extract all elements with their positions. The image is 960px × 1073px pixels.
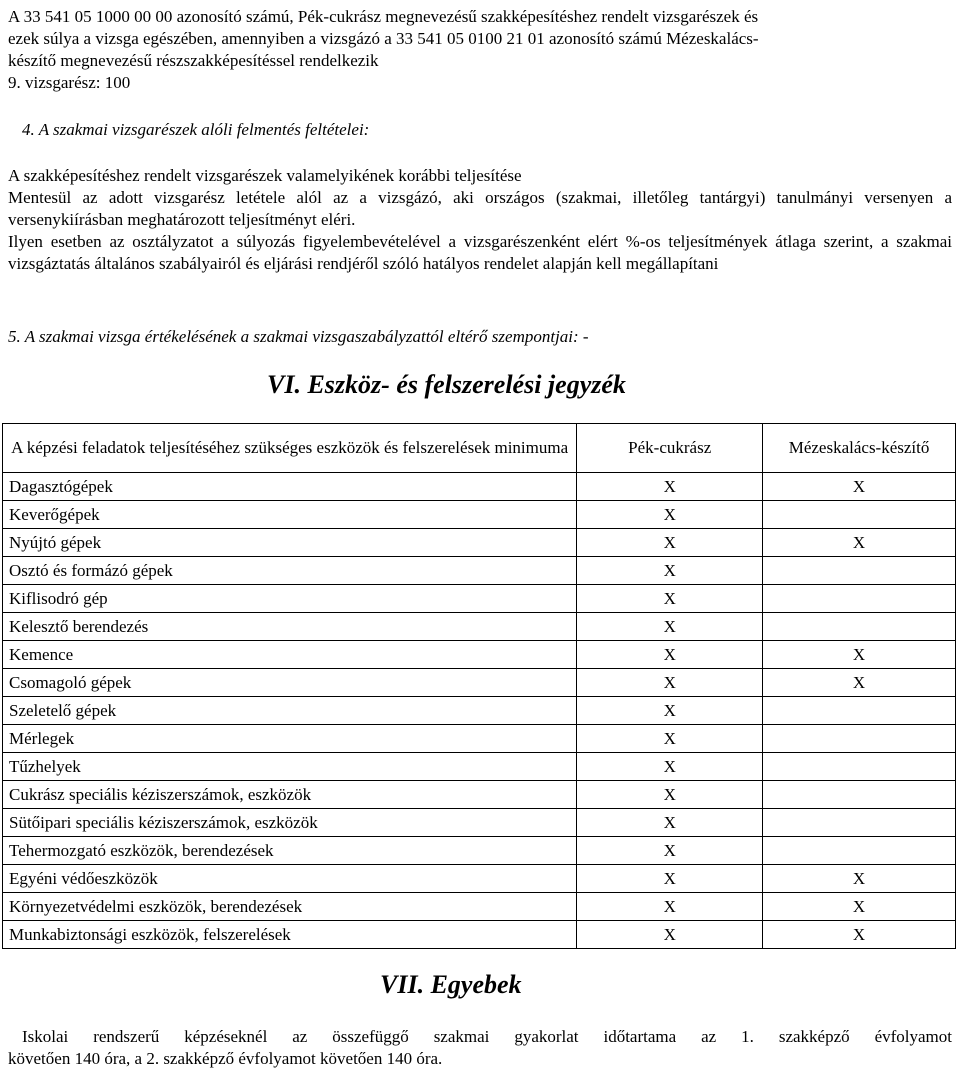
pek-cukrasz-mark: X: [577, 809, 763, 837]
equipment-name: Munkabiztonsági eszközök, felszerelések: [3, 921, 577, 949]
equipment-table-body: [3, 473, 956, 949]
pek-cukrasz-mark: X: [577, 921, 763, 949]
equipment-name: Cukrász speciális kéziszerszámok, eszközök: [3, 781, 577, 809]
pek-cukrasz-mark: X: [577, 669, 763, 697]
pek-cukrasz-mark: X: [577, 697, 763, 725]
table-row: [3, 809, 956, 837]
header-mezeskalacs: Mézeskalács-készítő: [763, 424, 956, 473]
table-row: [3, 669, 956, 697]
pek-cukrasz-mark: X: [577, 557, 763, 585]
equipment-name: Dagasztógépek: [3, 473, 577, 501]
section-5-heading: 5. A szakmai vizsga értékelésének a szakmai vizsgaszabályzattól eltérő szempontjai: -: [8, 327, 589, 346]
equipment-name: Egyéni védőeszközök: [3, 865, 577, 893]
equipment-name: Mérlegek: [3, 725, 577, 753]
mezeskalacs-mark: X: [763, 865, 956, 893]
header-equipment: A képzési feladatok teljesítéséhez szükséges eszközök és felszerelések minimuma: [3, 424, 577, 473]
intro-line-1: A 33 541 05 1000 00 00 azonosító számú, Pék-cukrász megnevezésű szakképesítéshez rendelt vizsgarészek és: [8, 7, 759, 26]
pek-cukrasz-mark: X: [577, 585, 763, 613]
section-7-title: VII. Egyebek: [380, 970, 522, 999]
mezeskalacs-mark: [763, 557, 956, 585]
mezeskalacs-mark: [763, 725, 956, 753]
mezeskalacs-mark: [763, 781, 956, 809]
mezeskalacs-mark: [763, 697, 956, 725]
pek-cukrasz-mark: X: [577, 893, 763, 921]
intro-line-4: 9. vizsgarész: 100: [8, 73, 131, 92]
table-row: [3, 837, 956, 865]
mezeskalacs-mark: X: [763, 921, 956, 949]
mezeskalacs-mark: X: [763, 473, 956, 501]
mezeskalacs-mark: [763, 613, 956, 641]
equipment-name: Tűzhelyek: [3, 753, 577, 781]
mezeskalacs-mark: X: [763, 669, 956, 697]
equipment-table: [2, 423, 956, 949]
table-row: [3, 529, 956, 557]
pek-cukrasz-mark: X: [577, 837, 763, 865]
table-row: [3, 613, 956, 641]
mezeskalacs-mark: [763, 837, 956, 865]
pek-cukrasz-mark: X: [577, 501, 763, 529]
equipment-name: Csomagoló gépek: [3, 669, 577, 697]
mezeskalacs-mark: [763, 753, 956, 781]
table-row: [3, 725, 956, 753]
equipment-table-header: [3, 424, 956, 473]
pek-cukrasz-mark: X: [577, 865, 763, 893]
intro-line-3: készítő megnevezésű részszakképesítéssel rendelkezik: [8, 51, 379, 70]
table-row: [3, 557, 956, 585]
mezeskalacs-mark: X: [763, 529, 956, 557]
pek-cukrasz-mark: X: [577, 781, 763, 809]
equipment-name: Szeletelő gépek: [3, 697, 577, 725]
table-row: [3, 753, 956, 781]
pek-cukrasz-mark: X: [577, 613, 763, 641]
mezeskalacs-mark: [763, 501, 956, 529]
pek-cukrasz-mark: X: [577, 641, 763, 669]
equipment-name: Osztó és formázó gépek: [3, 557, 577, 585]
pek-cukrasz-mark: X: [577, 473, 763, 501]
mezeskalacs-mark: X: [763, 641, 956, 669]
section-4-para-3: Ilyen esetben az osztályzatot a súlyozás figyelembevételével a vizsgarészenként elért %-os teljesítmények átlaga szerint, a szakmai vizsgáztatás általános szabályairól és eljárási rendjéről szóló hatályos rendelet alapján kell megállapítani: [8, 232, 952, 273]
equipment-name: Környezetvédelmi eszközök, berendezések: [3, 893, 577, 921]
table-row: [3, 473, 956, 501]
pek-cukrasz-mark: X: [577, 725, 763, 753]
table-row: [3, 921, 956, 949]
section-4-para-2: Mentesül az adott vizsgarész letétele alól az a vizsgázó, aki országos (szakmai, illetőleg tantárgyi) tanulmányi versenyen a versenykiírásban meghatározott teljesítményt eléri.: [8, 188, 952, 229]
equipment-name: Keverőgépek: [3, 501, 577, 529]
section-7-line-2: követően 140 óra, a 2. szakképző évfolyamot követően 140 óra.: [8, 1049, 443, 1068]
table-row: [3, 893, 956, 921]
intro-line-2: ezek súlya a vizsga egészében, amennyiben a vizsgázó a 33 541 05 0100 21 01 azonosító számú Mézeskalács-: [8, 29, 759, 48]
table-row: [3, 781, 956, 809]
equipment-name: Kelesztő berendezés: [3, 613, 577, 641]
pek-cukrasz-mark: X: [577, 529, 763, 557]
table-row: [3, 865, 956, 893]
section-4-para-1: A szakképesítéshez rendelt vizsgarészek valamelyikének korábbi teljesítése: [8, 166, 522, 185]
section-7-line-1: Iskolai rendszerű képzéseknél az összefüggő szakmai gyakorlat időtartama az 1. szakképző évfolyamot: [22, 1027, 952, 1046]
table-row: [3, 697, 956, 725]
mezeskalacs-mark: [763, 585, 956, 613]
equipment-name: Kiflisodró gép: [3, 585, 577, 613]
section-6-title: VI. Eszköz- és felszerelési jegyzék: [267, 370, 626, 399]
pek-cukrasz-mark: X: [577, 753, 763, 781]
header-pek-cukrasz: Pék-cukrász: [577, 424, 763, 473]
equipment-name: Sütőipari speciális kéziszerszámok, eszközök: [3, 809, 577, 837]
equipment-name: Nyújtó gépek: [3, 529, 577, 557]
mezeskalacs-mark: X: [763, 893, 956, 921]
equipment-name: Tehermozgató eszközök, berendezések: [3, 837, 577, 865]
mezeskalacs-mark: [763, 809, 956, 837]
table-row: [3, 641, 956, 669]
table-row: [3, 501, 956, 529]
section-4-heading: 4. A szakmai vizsgarészek alóli felmentés feltételei:: [22, 120, 370, 139]
table-row: [3, 585, 956, 613]
equipment-name: Kemence: [3, 641, 577, 669]
